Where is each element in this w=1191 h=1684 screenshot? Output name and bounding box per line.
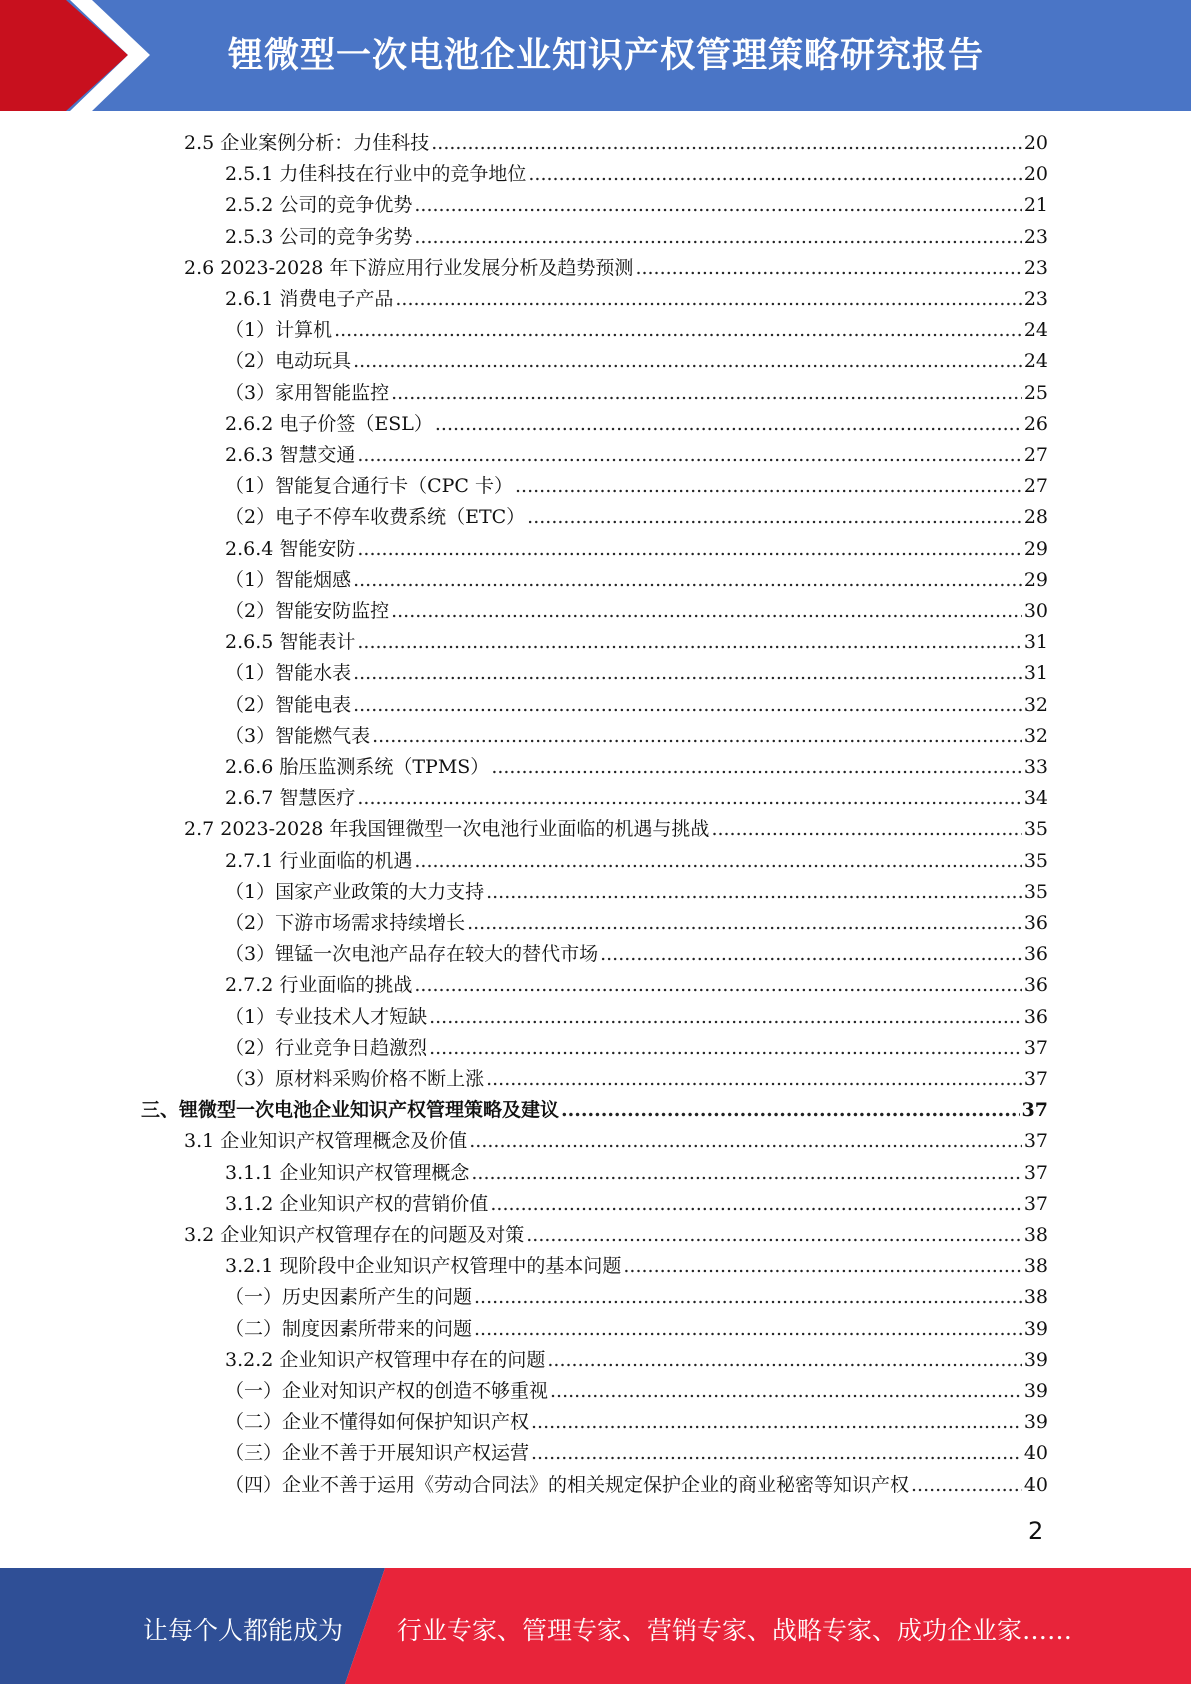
toc-entry[interactable]	[225, 877, 1048, 907]
toc-dot-leader	[469, 1126, 1022, 1156]
toc-entry-page: 31	[1023, 662, 1048, 685]
toc-entry-page: 40	[1023, 1442, 1048, 1465]
toc-entry[interactable]	[225, 1376, 1048, 1406]
toc-entry-title: （1）智能烟感	[225, 568, 352, 591]
toc-entry[interactable]	[225, 783, 1048, 813]
toc-entry[interactable]	[225, 1282, 1048, 1312]
toc-entry-title: 2.7 2023-2028 年我国锂微型一次电池行业面临的机遇与挑战	[184, 818, 710, 841]
toc-entry[interactable]	[225, 1345, 1048, 1375]
toc-entry-title: （3）家用智能监控	[225, 381, 390, 404]
toc-entry-page: 35	[1023, 849, 1048, 872]
toc-entry-title: 2.6.7 智慧医疗	[225, 787, 356, 810]
toc-entry-title: （一）企业对知识产权的创造不够重视	[225, 1380, 549, 1402]
toc-dot-leader	[486, 877, 1022, 907]
toc-dot-leader	[391, 596, 1022, 626]
toc-entry-page: 36	[1023, 974, 1048, 997]
toc-entry[interactable]	[184, 1220, 1048, 1250]
toc-dot-leader	[547, 1345, 1021, 1375]
page-header	[0, 0, 1191, 111]
toc-entry-title: 2.5.2 公司的竞争优势	[225, 194, 413, 217]
toc-entry-page: 39	[1023, 1411, 1048, 1434]
toc-entry[interactable]	[225, 1314, 1048, 1344]
toc-entry-title: 2.6.4 智能安防	[225, 537, 356, 560]
toc-dot-leader	[528, 159, 1021, 189]
toc-entry-title: （2）行业竞争日趋激烈	[225, 1036, 428, 1059]
toc-entry-page: 37	[1023, 1192, 1048, 1215]
toc-dot-leader	[531, 1438, 1022, 1468]
toc-dot-leader	[414, 190, 1021, 220]
header-arrow-decoration	[0, 0, 160, 111]
toc-entry-title: （四）企业不善于运用《劳动合同法》的相关规定保护企业的商业秘密等知识产权	[225, 1473, 910, 1496]
toc-entry-page: 29	[1023, 537, 1048, 560]
toc-entry-page: 30	[1023, 600, 1048, 622]
toc-entry-title: 2.6.2 电子价签（ESL）	[225, 412, 433, 435]
toc-entry[interactable]	[225, 378, 1048, 408]
toc-entry-title: 2.6.6 胎压监测系统（TPMS）	[225, 756, 490, 778]
toc-dot-leader	[357, 783, 1021, 813]
toc-entry-page: 34	[1023, 787, 1048, 810]
toc-dot-leader	[372, 721, 1022, 751]
toc-entry[interactable]	[184, 814, 1048, 844]
toc-entry[interactable]	[225, 690, 1048, 720]
report-title: 锂微型一次电池企业知识产权管理策略研究报告	[228, 36, 985, 76]
toc-entry-page: 29	[1023, 568, 1048, 591]
toc-entry-title: 2.5.3 公司的竞争劣势	[225, 225, 413, 248]
toc-entry-title: （1）国家产业政策的大力支持	[225, 880, 485, 903]
toc-entry-title: （3）智能燃气表	[225, 724, 371, 747]
toc-dot-leader	[490, 1189, 1021, 1219]
toc-entry[interactable]	[225, 409, 1048, 439]
toc-entry[interactable]	[225, 1438, 1048, 1468]
toc-entry-page: 36	[1023, 1005, 1048, 1028]
toc-dot-leader	[357, 534, 1021, 564]
toc-entry-page: 36	[1023, 943, 1048, 966]
toc-entry-page: 21	[1023, 194, 1048, 217]
toc-dot-leader	[391, 378, 1022, 408]
toc-entry-title: 2.6.1 消费电子产品	[225, 288, 394, 310]
toc-entry[interactable]	[225, 908, 1048, 938]
toc-entry[interactable]	[225, 1064, 1048, 1094]
toc-dot-leader	[474, 1282, 1022, 1312]
toc-dot-leader	[550, 1376, 1022, 1406]
footer-slogan-right: 行业专家、管理专家、营销专家、战略专家、成功企业家……	[397, 1616, 1073, 1645]
toc-entry-title: 2.7.1 行业面临的机遇	[225, 849, 413, 872]
toc-dot-leader	[353, 658, 1022, 688]
toc-dot-leader	[515, 471, 1022, 501]
toc-dot-leader	[353, 346, 1022, 376]
toc-entry[interactable]	[225, 939, 1048, 969]
toc-entry[interactable]	[225, 970, 1048, 1000]
toc-entry[interactable]	[225, 1189, 1048, 1219]
toc-entry[interactable]	[225, 471, 1048, 501]
toc-entry-title: 2.5.1 力佳科技在行业中的竞争地位	[225, 163, 527, 186]
toc-dot-leader	[429, 1002, 1022, 1032]
toc-entry-page: 33	[1023, 756, 1048, 778]
toc-dot-leader	[414, 222, 1021, 252]
toc-dot-leader	[491, 752, 1022, 782]
toc-entry[interactable]	[225, 1251, 1048, 1281]
toc-dot-leader	[711, 814, 1021, 844]
toc-entry[interactable]	[225, 565, 1048, 595]
toc-entry-title: 3.1.2 企业知识产权的营销价值	[225, 1192, 489, 1215]
toc-dot-leader	[486, 1064, 1022, 1094]
toc-entry-page: 39	[1023, 1317, 1048, 1340]
toc-entry-title: （三）企业不善于开展知识产权运营	[225, 1442, 530, 1465]
toc-dot-leader	[357, 627, 1021, 657]
toc-entry-title: 3.1.1 企业知识产权管理概念	[225, 1161, 470, 1184]
toc-entry-page: 37	[1023, 1068, 1048, 1090]
toc-entry-title: 2.6.3 智慧交通	[225, 444, 356, 466]
toc-entry-title: 3.2.1 现阶段中企业知识产权管理中的基本问题	[225, 1255, 622, 1278]
toc-entry-page: 40	[1023, 1473, 1048, 1496]
toc-entry-page: 27	[1023, 475, 1048, 498]
toc-entry[interactable]	[225, 1470, 1048, 1500]
toc-entry[interactable]	[225, 315, 1048, 345]
toc-entry[interactable]	[225, 190, 1048, 220]
page-number: 2	[1028, 1517, 1044, 1545]
toc-entry-page: 37	[1023, 1130, 1048, 1153]
toc-entry[interactable]	[225, 752, 1048, 782]
toc-dot-leader	[474, 1314, 1022, 1344]
toc-dot-leader	[561, 1095, 1020, 1125]
toc-entry-page: 32	[1023, 724, 1048, 747]
toc-dot-leader	[635, 253, 1021, 283]
toc-entry-page: 23	[1023, 256, 1048, 279]
toc-entry-page: 27	[1023, 444, 1048, 466]
toc-entry[interactable]	[184, 253, 1048, 283]
toc-entry[interactable]	[184, 1126, 1048, 1156]
toc-entry[interactable]	[225, 1033, 1048, 1063]
toc-entry[interactable]	[225, 1407, 1048, 1437]
toc-entry-page: 20	[1023, 132, 1048, 154]
toc-entry-page: 28	[1023, 506, 1048, 529]
toc-entry-title: （1）智能水表	[225, 662, 352, 685]
toc-entry-page: 32	[1023, 693, 1048, 716]
toc-entry-title: （二）企业不懂得如何保护知识产权	[225, 1411, 530, 1434]
toc-entry-page: 35	[1023, 818, 1048, 841]
toc-entry[interactable]	[225, 1002, 1048, 1032]
toc-entry-title: （2）电动玩具	[225, 350, 352, 373]
toc-dot-leader	[431, 128, 1022, 158]
toc-dot-leader	[600, 939, 1022, 969]
toc-entry-title: 三、锂微型一次电池企业知识产权管理策略及建议	[141, 1099, 560, 1122]
toc-entry-title: （3）原材料采购价格不断上涨	[225, 1068, 485, 1090]
toc-entry-page: 23	[1023, 288, 1048, 310]
toc-entry-page: 25	[1023, 381, 1048, 404]
toc-entry-page: 35	[1023, 880, 1048, 903]
toc-entry[interactable]	[225, 1158, 1048, 1188]
toc-dot-leader	[527, 502, 1022, 532]
toc-entry-title: （2）智能电表	[225, 693, 352, 716]
toc-entry[interactable]	[225, 658, 1048, 688]
toc-entry-page: 38	[1023, 1286, 1048, 1309]
toc-dot-leader	[334, 315, 1022, 345]
toc-dot-leader	[526, 1220, 1022, 1250]
footer-slogan-left: 让每个人都能成为	[143, 1616, 344, 1645]
page-footer	[0, 1568, 1191, 1684]
toc-entry-page: 38	[1023, 1255, 1048, 1278]
toc-dot-leader	[353, 565, 1022, 595]
toc-dot-leader	[911, 1470, 1022, 1500]
toc-entry-page: 24	[1023, 350, 1048, 373]
toc-entry-title: （1）智能复合通行卡（CPC 卡）	[225, 475, 513, 498]
toc-entry-title: 2.6.5 智能表计	[225, 631, 356, 654]
toc-entry-title: 3.1 企业知识产权管理概念及价值	[184, 1130, 468, 1153]
toc-entry-title: （1）专业技术人才短缺	[225, 1005, 428, 1028]
toc-dot-leader	[531, 1407, 1022, 1437]
toc-entry[interactable]	[184, 128, 1048, 158]
toc-dot-leader	[357, 440, 1021, 470]
toc-entry-title: （二）制度因素所带来的问题	[225, 1317, 473, 1340]
toc-entry[interactable]	[225, 159, 1048, 189]
toc-entry-page: 36	[1023, 912, 1048, 934]
toc-entry-title: （2）电子不停车收费系统（ETC）	[225, 506, 526, 529]
toc-dot-leader	[623, 1251, 1021, 1281]
toc-entry-page: 20	[1023, 163, 1048, 186]
toc-dot-leader	[414, 846, 1021, 876]
toc-entry-title: （一）历史因素所产生的问题	[225, 1286, 473, 1309]
toc-entry-page: 26	[1023, 412, 1048, 435]
toc-entry[interactable]	[225, 502, 1048, 532]
toc-entry-page: 37	[1021, 1099, 1048, 1122]
toc-entry[interactable]	[225, 721, 1048, 751]
toc-entry-page: 37	[1023, 1161, 1048, 1184]
toc-entry[interactable]	[225, 222, 1048, 252]
toc-entry-page: 31	[1023, 631, 1048, 654]
toc-entry-title: （2）智能安防监控	[225, 600, 390, 622]
toc-entry[interactable]	[225, 346, 1048, 376]
toc-dot-leader	[467, 908, 1022, 938]
toc-entry-page: 37	[1023, 1036, 1048, 1059]
toc-entry-title: 2.6 2023-2028 年下游应用行业发展分析及趋势预测	[184, 256, 634, 279]
toc-entry-title: （1）计算机	[225, 319, 333, 342]
toc-entry-page: 24	[1023, 319, 1048, 342]
toc-entry[interactable]	[225, 627, 1048, 657]
toc-dot-leader	[353, 690, 1022, 720]
toc-dot-leader	[435, 409, 1022, 439]
toc-entry[interactable]	[225, 284, 1048, 314]
toc-dot-leader	[395, 284, 1021, 314]
toc-entry-page: 39	[1023, 1348, 1048, 1371]
toc-dot-leader	[471, 1158, 1021, 1188]
toc-entry-title: 2.7.2 行业面临的挑战	[225, 974, 413, 997]
toc-entry[interactable]	[225, 846, 1048, 876]
toc-entry-page: 38	[1023, 1224, 1048, 1246]
toc-dot-leader	[429, 1033, 1022, 1063]
toc-entry[interactable]	[225, 440, 1048, 470]
toc-entry-title: （2）下游市场需求持续增长	[225, 912, 466, 934]
toc-entry-page: 39	[1023, 1380, 1048, 1402]
toc-entry[interactable]	[141, 1095, 1048, 1125]
toc-entry-title: 3.2 企业知识产权管理存在的问题及对策	[184, 1224, 525, 1246]
toc-dot-leader	[414, 970, 1021, 1000]
toc-entry-page: 23	[1023, 225, 1048, 248]
toc-entry[interactable]	[225, 534, 1048, 564]
toc-entry-title: 2.5 企业案例分析：力佳科技	[184, 132, 430, 154]
toc-entry-title: （3）锂锰一次电池产品存在较大的替代市场	[225, 943, 599, 966]
toc-entry[interactable]	[225, 596, 1048, 626]
toc-entry-title: 3.2.2 企业知识产权管理中存在的问题	[225, 1348, 546, 1371]
